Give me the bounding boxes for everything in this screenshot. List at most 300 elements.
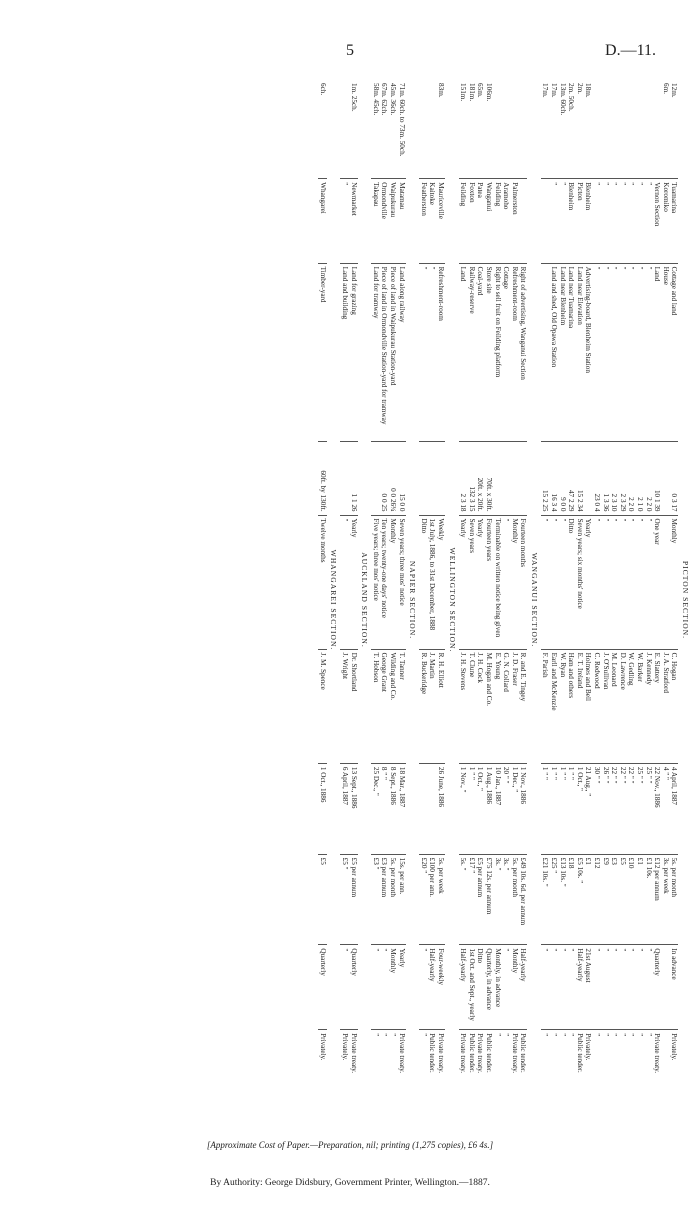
rotated-table-container bbox=[92, 80, 692, 1120]
cell-payable: Monthly bbox=[388, 945, 397, 1030]
printer-authority: By Authority: George Didsbury, Government Printer, Wellington.—1887. bbox=[210, 1178, 490, 1188]
cell-desc: Land and shed, Old Opawa Station bbox=[550, 263, 559, 441]
cell-term: Weekly bbox=[436, 515, 445, 649]
table-row bbox=[510, 80, 519, 1120]
cell-rent: 5s. per week bbox=[436, 854, 445, 945]
cell-dist: 13m. 60ch. bbox=[558, 83, 567, 116]
cell-area bbox=[436, 441, 445, 515]
cell-from: 6 April, 1887 bbox=[340, 763, 349, 854]
cell-desc: House bbox=[661, 263, 670, 441]
cell-payable: " bbox=[644, 945, 653, 1030]
cell-dist: 71m. 60ch. to 73m. 50ch. bbox=[397, 83, 406, 157]
cell-how: Privately. bbox=[670, 1030, 679, 1120]
cell-desc: Right of advertising, Wanganui Section bbox=[519, 263, 528, 441]
cell-how: Public tender. bbox=[467, 1030, 476, 1120]
cell-payable: Quarterly bbox=[349, 945, 358, 1030]
cell-station: Koromiko bbox=[661, 179, 670, 263]
cell-rent: £20 " bbox=[419, 854, 428, 945]
cell-station: Featherston bbox=[419, 179, 428, 263]
table-row bbox=[519, 80, 528, 1120]
cell-lessee: J. M. Spence bbox=[318, 649, 327, 763]
cell-payable: " bbox=[371, 945, 380, 1030]
cell-area: 132 3 15 bbox=[467, 441, 476, 515]
cell-desc: Land for tramway bbox=[371, 263, 380, 441]
cell-lessee: R. and E. Tingey bbox=[519, 649, 528, 763]
section-title: WHANGAREI SECTION. bbox=[329, 549, 339, 651]
cell-how: Private treaty. bbox=[397, 1030, 406, 1120]
cell-station: Blenheim bbox=[584, 179, 593, 263]
cell-from: 8 Sept., 1886 bbox=[388, 763, 397, 854]
cell-from: 1 Aug., 1886 bbox=[484, 763, 493, 854]
cell-dist: 151m. bbox=[459, 83, 468, 102]
cell-from: 4 April, 1887 bbox=[670, 763, 679, 854]
cell-desc: Cottage bbox=[502, 263, 511, 441]
cell-lessee: George Grant bbox=[380, 649, 389, 763]
table-row bbox=[567, 80, 576, 1120]
cell-dist: 83m. bbox=[436, 83, 445, 98]
cell-area: 16 3 4 bbox=[550, 441, 559, 515]
cell-how bbox=[661, 1030, 670, 1120]
cell-lessee: R. Buckeridge bbox=[419, 649, 428, 763]
cell-desc: Timber-yard bbox=[318, 263, 327, 441]
table-row bbox=[592, 80, 601, 1120]
cell-dist bbox=[428, 80, 437, 179]
cell-area: 2 3 29 bbox=[618, 441, 627, 515]
cell-rent: £18 bbox=[567, 854, 576, 945]
cell-area: 9 0 0 bbox=[558, 441, 567, 515]
section-heading-row bbox=[358, 80, 372, 1120]
cell-payable: Yearly bbox=[397, 945, 406, 1030]
table-row bbox=[397, 80, 406, 1120]
cell-from: 1 " " bbox=[541, 763, 550, 854]
section-title: PICTON SECTION. bbox=[681, 560, 690, 640]
cell-dist bbox=[502, 80, 511, 179]
cell-payable: " bbox=[627, 945, 636, 1030]
cell-dist: 58m. 45ch. bbox=[371, 83, 380, 116]
cell-station: Takapau bbox=[371, 179, 380, 263]
cell-desc: Land for grazing bbox=[349, 263, 358, 441]
table-row bbox=[661, 80, 670, 1120]
cell-station: Mauriceville bbox=[436, 179, 445, 263]
cell-area: 2 3 18 bbox=[459, 441, 468, 515]
cell-station: " bbox=[618, 179, 627, 263]
table-row bbox=[502, 80, 511, 1120]
cell-station: Vernon Section bbox=[653, 179, 662, 263]
cell-term: Ditto bbox=[567, 515, 576, 649]
cell-desc: Piece of land in Ormondville Station-yard for tramway bbox=[380, 263, 389, 441]
cell-lessee: Holmes and Bell bbox=[584, 649, 593, 763]
cell-rent: £21 10s. " bbox=[541, 854, 550, 945]
cell-lessee: E. Young bbox=[493, 649, 502, 763]
cell-station bbox=[519, 179, 528, 263]
cell-rent: £9 bbox=[601, 854, 610, 945]
cell-lessee: D. Lawrence bbox=[618, 649, 627, 763]
cell-from: 26 June, 1886 bbox=[436, 763, 445, 854]
leases-table-body bbox=[318, 80, 692, 1120]
cell-lessee: J. H. Stevens bbox=[459, 649, 468, 763]
cell-rent: £5 bbox=[318, 854, 327, 945]
cell-desc: " bbox=[627, 263, 636, 441]
cell-dist: 45m. 36ch. bbox=[389, 83, 397, 116]
cell-rent: £5 10s. " bbox=[575, 854, 584, 945]
cell-payable: 21st August bbox=[584, 945, 593, 1030]
cell-how: " bbox=[380, 1030, 389, 1120]
cell-station: Patea bbox=[476, 179, 485, 263]
cell-term: " bbox=[502, 515, 511, 649]
table-row bbox=[610, 80, 619, 1120]
cell-station: " bbox=[627, 179, 636, 263]
cell-term: Seven years; six months' notice bbox=[575, 515, 584, 649]
cell-from bbox=[428, 763, 437, 854]
cell-how: Public tender. bbox=[428, 1030, 437, 1120]
cell-lessee: M. Leonard bbox=[610, 649, 619, 763]
cell-dist bbox=[618, 80, 627, 179]
leases-table bbox=[318, 80, 692, 1120]
cell-station: Aramoho bbox=[502, 179, 511, 263]
cell-how: " bbox=[618, 1030, 627, 1120]
cell-from: 20 " " bbox=[502, 763, 511, 854]
page-number: 5 bbox=[346, 42, 354, 59]
cell-payable: In advance bbox=[670, 945, 679, 1030]
cell-desc: " bbox=[428, 263, 437, 441]
cell-term: One year bbox=[653, 515, 662, 649]
cell-lessee: E. Slattery bbox=[653, 649, 662, 763]
cell-rent: £75 12s. per annum bbox=[484, 854, 493, 945]
cell-area: 0 3 17 bbox=[670, 441, 679, 515]
cell-dist: 6ch. bbox=[318, 83, 327, 96]
cell-from: 8 " " bbox=[380, 763, 389, 854]
cell-from: 1 " " bbox=[567, 763, 576, 854]
cell-rent: £3 " bbox=[371, 854, 380, 945]
cell-lessee: R. H. Elliott bbox=[436, 649, 445, 763]
cell-lessee: J. Kennedy bbox=[644, 649, 653, 763]
cell-station bbox=[541, 179, 550, 263]
cell-rent: 3s. " bbox=[493, 854, 502, 945]
cell-area: 1 3 36 bbox=[601, 441, 610, 515]
cell-dist bbox=[510, 80, 519, 179]
cell-how: Public tender. bbox=[519, 1030, 528, 1120]
cell-from: 1 Oct., " bbox=[476, 763, 485, 854]
cell-how: Private treaty. bbox=[349, 1030, 358, 1120]
section-heading-row bbox=[327, 80, 341, 1120]
cell-area bbox=[419, 441, 428, 515]
cell-payable: Quarterly bbox=[318, 945, 327, 1030]
cell-dist bbox=[601, 80, 610, 179]
cell-station: " bbox=[601, 179, 610, 263]
cell-term: " bbox=[601, 515, 610, 649]
cell-from: 1 " " bbox=[550, 763, 559, 854]
cell-area: 2 2 0 bbox=[627, 441, 636, 515]
cell-dist: 18m. bbox=[584, 83, 593, 98]
cell-from: 13 Sept., 1886 bbox=[349, 763, 358, 854]
cell-how: " bbox=[601, 1030, 610, 1120]
cell-term: 1st July, 1886, to 31st December, 1888 bbox=[428, 515, 437, 649]
section-heading-row bbox=[527, 80, 541, 1120]
cell-lessee: W. Barker bbox=[635, 649, 644, 763]
cell-rent: £25 " bbox=[550, 854, 559, 945]
cell-how: " bbox=[371, 1030, 380, 1120]
cell-area: 0 0 26¾ bbox=[388, 441, 397, 515]
cell-area: 15 2 34 bbox=[575, 441, 584, 515]
table-row bbox=[670, 80, 679, 1120]
cell-desc: " bbox=[601, 263, 610, 441]
cell-payable: " bbox=[618, 945, 627, 1030]
cell-desc bbox=[541, 263, 550, 441]
cell-payable: " bbox=[340, 945, 349, 1030]
cell-payable: 1st Oct. and Sept., yearly bbox=[467, 945, 476, 1030]
section-title: AUCKLAND SECTION. bbox=[360, 552, 370, 648]
cell-desc: Store site bbox=[484, 263, 493, 441]
cell-payable: " bbox=[592, 945, 601, 1030]
cell-dist: 181m. bbox=[467, 83, 476, 102]
cell-rent: 5s. " bbox=[459, 854, 468, 945]
document-reference: D.—11. bbox=[605, 42, 656, 59]
cell-desc: Cottage and land bbox=[670, 263, 679, 441]
table-row bbox=[476, 80, 485, 1120]
cell-lessee: Wilding and Co. bbox=[388, 649, 397, 763]
cell-rent: 5s. per month bbox=[510, 854, 519, 945]
cell-area: 2 3 10 bbox=[610, 441, 619, 515]
cell-payable: Half-yearly bbox=[428, 945, 437, 1030]
cell-lessee: J. Martin bbox=[428, 649, 437, 763]
cell-term: Monthly bbox=[670, 515, 679, 649]
cell-rent: 3s. per week bbox=[661, 854, 670, 945]
table-row bbox=[436, 80, 445, 1120]
cell-rent: £1 10s. bbox=[644, 854, 653, 945]
cell-lessee: C. Hogan bbox=[670, 649, 679, 763]
cell-rent: £5 per annum bbox=[349, 854, 358, 945]
cell-dist bbox=[627, 80, 636, 179]
cell-term: " bbox=[550, 515, 559, 649]
cell-how: " bbox=[567, 1030, 576, 1120]
cell-station: " bbox=[635, 179, 644, 263]
landscape-table bbox=[92, 80, 692, 1120]
cell-how: Privately. bbox=[584, 1030, 593, 1120]
cell-dist: 1m. 25ch. bbox=[349, 83, 358, 112]
cell-desc: Advertising-board, Blenheim Station bbox=[584, 263, 593, 441]
cell-from: 1 " " bbox=[558, 763, 567, 854]
cell-from: 1 Dec., " bbox=[510, 763, 519, 854]
cell-how: Privately. bbox=[318, 1030, 327, 1120]
cell-term: " bbox=[644, 515, 653, 649]
cell-rent: £3 per annum bbox=[380, 854, 389, 945]
cell-from: 10 Jan., 1887 bbox=[493, 763, 502, 854]
cell-lessee: J. D. Fraser bbox=[510, 649, 519, 763]
cell-term bbox=[661, 515, 670, 649]
cell-lessee: G. N. Collard bbox=[502, 649, 511, 763]
cell-area: 60ft. by 130ft. bbox=[318, 441, 327, 515]
cell-dist: 2m. bbox=[575, 83, 584, 94]
table-row bbox=[467, 80, 476, 1120]
cell-term: Yearly bbox=[476, 515, 485, 649]
cell-desc: Refreshment-room bbox=[436, 263, 445, 441]
cell-desc: Land near Elevation bbox=[575, 263, 584, 441]
cell-area bbox=[493, 441, 502, 515]
cell-lessee: J. H. Cock bbox=[476, 649, 485, 763]
cell-rent: £1 bbox=[584, 854, 593, 945]
cell-desc: Piece of land in Waipukurau Station-yard bbox=[388, 263, 397, 441]
cell-area bbox=[502, 441, 511, 515]
cell-from: 22 " " bbox=[610, 763, 619, 854]
cell-term: Ditto bbox=[419, 515, 428, 649]
cell-desc: Refreshment-room bbox=[510, 263, 519, 441]
cell-how: " bbox=[592, 1030, 601, 1120]
table-row bbox=[550, 80, 559, 1120]
table-row bbox=[575, 80, 584, 1120]
cell-from: 1 Oct., " bbox=[575, 763, 584, 854]
cell-dist bbox=[644, 80, 653, 179]
cell-station: Feilding bbox=[493, 179, 502, 263]
cell-desc: " bbox=[610, 263, 619, 441]
cell-desc: Land bbox=[459, 263, 468, 441]
cell-lessee: C. Redwood bbox=[592, 649, 601, 763]
cell-how: " bbox=[558, 1030, 567, 1120]
cell-rent: £1 bbox=[635, 854, 644, 945]
cell-how: " bbox=[627, 1030, 636, 1120]
table-row bbox=[601, 80, 610, 1120]
table-row bbox=[371, 80, 380, 1120]
cell-dist bbox=[653, 80, 662, 179]
cell-how: Public tender. bbox=[575, 1030, 584, 1120]
cell-payable: " bbox=[601, 945, 610, 1030]
cell-how: " bbox=[502, 1030, 511, 1120]
table-row bbox=[340, 80, 349, 1120]
table-row bbox=[419, 80, 428, 1120]
cell-dist: 67m. 62ch. bbox=[380, 83, 389, 116]
cell-rent: £10 bbox=[627, 854, 636, 945]
cell-area: 15 2 25 bbox=[541, 441, 550, 515]
cell-area bbox=[661, 441, 670, 515]
cell-station: Picton bbox=[575, 179, 584, 263]
cell-station: Ormondville bbox=[380, 179, 389, 263]
table-row bbox=[380, 80, 389, 1120]
cell-lessee: W. Ryan bbox=[558, 649, 567, 763]
cell-rent: £5 per annum bbox=[476, 854, 485, 945]
cell-payable: " bbox=[419, 945, 428, 1030]
cell-from: 25 Dec., " bbox=[371, 763, 380, 854]
cell-station: " bbox=[340, 179, 349, 263]
table-row bbox=[635, 80, 644, 1120]
table-row bbox=[653, 80, 662, 1120]
cell-station: Blenheim bbox=[567, 179, 576, 263]
cell-dist: 6m. bbox=[661, 83, 670, 94]
cell-from: 1 Oct., 1886 bbox=[318, 763, 327, 854]
cell-dist bbox=[493, 80, 502, 179]
section-heading-row bbox=[406, 80, 420, 1120]
cell-rent: £12 bbox=[592, 854, 601, 945]
cell-desc: Land and building bbox=[340, 263, 349, 441]
cell-from: 26 " " bbox=[601, 763, 610, 854]
cell-dist: 12m. bbox=[670, 83, 679, 98]
cell-station: Wanganui bbox=[484, 179, 493, 263]
cell-payable: Half-yearly bbox=[575, 945, 584, 1030]
cell-area: 10 1 39 bbox=[653, 441, 662, 515]
cell-desc: " bbox=[592, 263, 601, 441]
cell-station: Newmarket bbox=[349, 179, 358, 263]
cell-term: Terminable on written notice being given bbox=[493, 515, 502, 649]
cell-how: Privately. bbox=[340, 1030, 349, 1120]
table-row bbox=[349, 80, 358, 1120]
cell-dist bbox=[519, 80, 528, 179]
cell-lessee: E. T. Ireland bbox=[575, 649, 584, 763]
cell-payable: Half-yearly bbox=[519, 945, 528, 1030]
cost-note: [Approximate Cost of Paper.—Preparation, nil; printing (1,275 copies), £6 4s.] bbox=[206, 1140, 494, 1150]
cell-desc: Railway-reserve bbox=[467, 263, 476, 441]
cell-lessee: Ham and others bbox=[567, 649, 576, 763]
table-row bbox=[644, 80, 653, 1120]
cell-payable: Monthly bbox=[510, 945, 519, 1030]
table-row bbox=[428, 80, 437, 1120]
cell-lessee: T. Clune bbox=[467, 649, 476, 763]
cell-term: Monthly bbox=[388, 515, 397, 649]
cell-payable: Ditto bbox=[476, 945, 485, 1030]
cell-term: " bbox=[635, 515, 644, 649]
cell-rent: £3 bbox=[610, 854, 619, 945]
cell-desc: Coal-yard bbox=[476, 263, 485, 441]
section-heading-row bbox=[678, 80, 692, 1120]
cell-payable: Four-weekly bbox=[436, 945, 445, 1030]
table-row bbox=[493, 80, 502, 1120]
cell-desc: Land bbox=[653, 263, 662, 441]
cell-area: 70ft. x 30ft. bbox=[484, 441, 493, 515]
cell-term: Seven years bbox=[467, 515, 476, 649]
cell-how: " bbox=[635, 1030, 644, 1120]
cell-rent: £17 " bbox=[467, 854, 476, 945]
cell-lessee: J. O'Sullivan bbox=[601, 649, 610, 763]
cell-area bbox=[340, 441, 349, 515]
cell-how: Public tender. bbox=[484, 1030, 493, 1120]
cell-area bbox=[519, 441, 528, 515]
cell-payable: " bbox=[380, 945, 389, 1030]
cell-how: Private treaty. bbox=[436, 1030, 445, 1120]
cell-payable: " bbox=[502, 945, 511, 1030]
cell-station: " bbox=[610, 179, 619, 263]
cell-payable: " bbox=[541, 945, 550, 1030]
cell-dist bbox=[419, 80, 428, 179]
table-row bbox=[318, 80, 327, 1120]
cell-station: Kaitoke bbox=[428, 179, 437, 263]
cell-area: 15 0 0 bbox=[397, 441, 406, 515]
cell-station: " bbox=[644, 179, 653, 263]
section-title: WELLINGTON SECTION. bbox=[447, 547, 457, 653]
cell-rent: £100 per ann. bbox=[428, 854, 437, 945]
cell-term: " bbox=[592, 515, 601, 649]
cell-dist: 17m. bbox=[541, 83, 550, 98]
cell-term: Yearly bbox=[584, 515, 593, 649]
cell-rent: £5 bbox=[618, 854, 627, 945]
cell-payable: Monthly, in advance bbox=[493, 945, 502, 1030]
cell-area: 20ft. x 20ft. bbox=[476, 441, 485, 515]
section-heading-row bbox=[445, 80, 459, 1120]
table-row bbox=[558, 80, 567, 1120]
cell-from: 21 Aug., " bbox=[584, 763, 593, 854]
cell-how: " bbox=[550, 1030, 559, 1120]
cell-dist: 106m. bbox=[484, 83, 493, 102]
cell-lessee: Earll and McKenzie bbox=[550, 649, 559, 763]
cell-station: Tuamarina bbox=[670, 179, 679, 263]
cell-how: " bbox=[541, 1030, 550, 1120]
cell-rent: £13 10s. " bbox=[558, 854, 567, 945]
cell-dist bbox=[592, 80, 601, 179]
cell-area: 47 2 29 bbox=[567, 441, 576, 515]
cell-how: Private treaty. bbox=[476, 1030, 485, 1120]
cell-area bbox=[371, 441, 380, 515]
cell-dist bbox=[610, 80, 619, 179]
cell-dist: 65m. bbox=[476, 83, 485, 98]
cell-lessee: T. Hobson bbox=[371, 649, 380, 763]
cell-from: 22 " " bbox=[618, 763, 627, 854]
cell-from bbox=[419, 763, 428, 854]
